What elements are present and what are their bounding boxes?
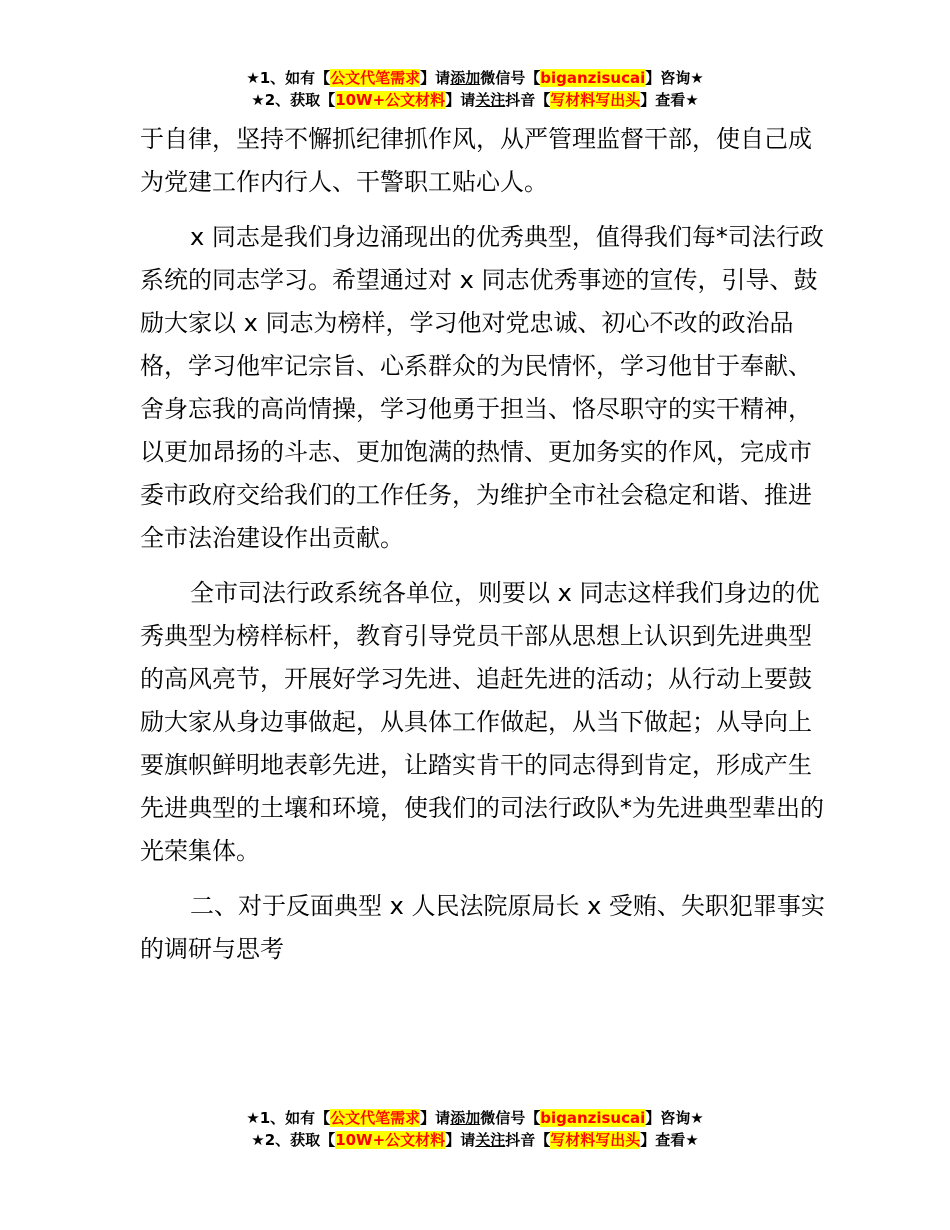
banner-highlight: 公文代笔需求 <box>330 1109 421 1127</box>
footer-banner <box>0 1107 950 1151</box>
banner-text: 抖音【 <box>505 91 551 109</box>
paragraph-continuation: 于自律，坚持不懈抓纪律抓作风，从严管理监督干部，使自己成为党建工作内行人、干警职工贴心人。 <box>140 125 812 196</box>
banner-highlight: 10W+公文材料 <box>335 1131 446 1149</box>
banner-text: 微信号【 <box>480 69 541 87</box>
banner-line-2 <box>0 1129 950 1151</box>
banner-underline: 关注 <box>475 91 506 109</box>
banner-highlight: 公文代笔需求 <box>330 69 421 87</box>
banner-text: ★1、如有【 <box>246 1109 331 1127</box>
banner-text: 】咨询★ <box>645 1109 704 1127</box>
banner-underline: 添加 <box>450 69 481 87</box>
banner-line-1 <box>0 67 950 89</box>
banner-highlight: 写材料写出头 <box>550 1131 641 1149</box>
banner-text: ★2、获取【 <box>251 1131 336 1149</box>
section-heading: 二、对于反面典型 x 人民法院原局长 x 受贿、失职犯罪事实的调研与思考 <box>140 892 825 963</box>
banner-highlight: 写材料写出头 <box>550 91 641 109</box>
banner-highlight: biganzisucai <box>540 1109 646 1127</box>
banner-text: 】请 <box>420 1109 451 1127</box>
paragraph: 全市司法行政系统各单位，则要以 x 同志这样我们身边的优秀典型为榜样标杆，教育引导党员干部从思想上认识到先进典型的高风亮节，开展好学习先进、追赶先进的活动；从行动上要鼓励大家从身边事做起，从具体工作做起，从当下做起；从导向上要旗帜鲜明地表彰先进，让踏实肯干的同志得到肯定，形成产生先进典型的土壤和环境，使我们的司法行政队*为先进典型辈出的光荣集体。 <box>140 579 824 865</box>
banner-highlight: 10W+公文材料 <box>335 91 446 109</box>
document-body <box>140 118 830 983</box>
banner-text: 】请 <box>445 1131 476 1149</box>
banner-line-2 <box>0 89 950 111</box>
banner-highlight: biganzisucai <box>540 69 646 87</box>
banner-underline: 添加 <box>450 1109 481 1127</box>
banner-line-1 <box>0 1107 950 1129</box>
banner-text: ★1、如有【 <box>246 69 331 87</box>
header-banner <box>0 67 950 111</box>
banner-text: 抖音【 <box>505 1131 551 1149</box>
banner-text: 微信号【 <box>480 1109 541 1127</box>
banner-text: 】查看★ <box>640 1131 699 1149</box>
banner-text: ★2、获取【 <box>251 91 336 109</box>
banner-text: 】请 <box>420 69 451 87</box>
banner-text: 】请 <box>445 91 476 109</box>
banner-text: 】咨询★ <box>645 69 704 87</box>
banner-text: 】查看★ <box>640 91 699 109</box>
banner-underline: 关注 <box>475 1131 506 1149</box>
paragraph: x 同志是我们身边涌现出的优秀典型，值得我们每*司法行政系统的同志学习。希望通过对 x 同志优秀事迹的宣传，引导、鼓励大家以 x 同志为榜样，学习他对党忠诚、初心不改的政治品格，学习他牢记宗旨、心系群众的为民情怀，学习他甘于奉献、舍身忘我的高尚情操，学习他勇于担当、恪尽职守的实干精神，以更加昂扬的斗志、更加饱满的热情、更加务实的作风，完成市委市政府交给我们的工作任务，为维护全市社会稳定和谐、推进全市法治建设作出贡献。 <box>140 223 824 552</box>
